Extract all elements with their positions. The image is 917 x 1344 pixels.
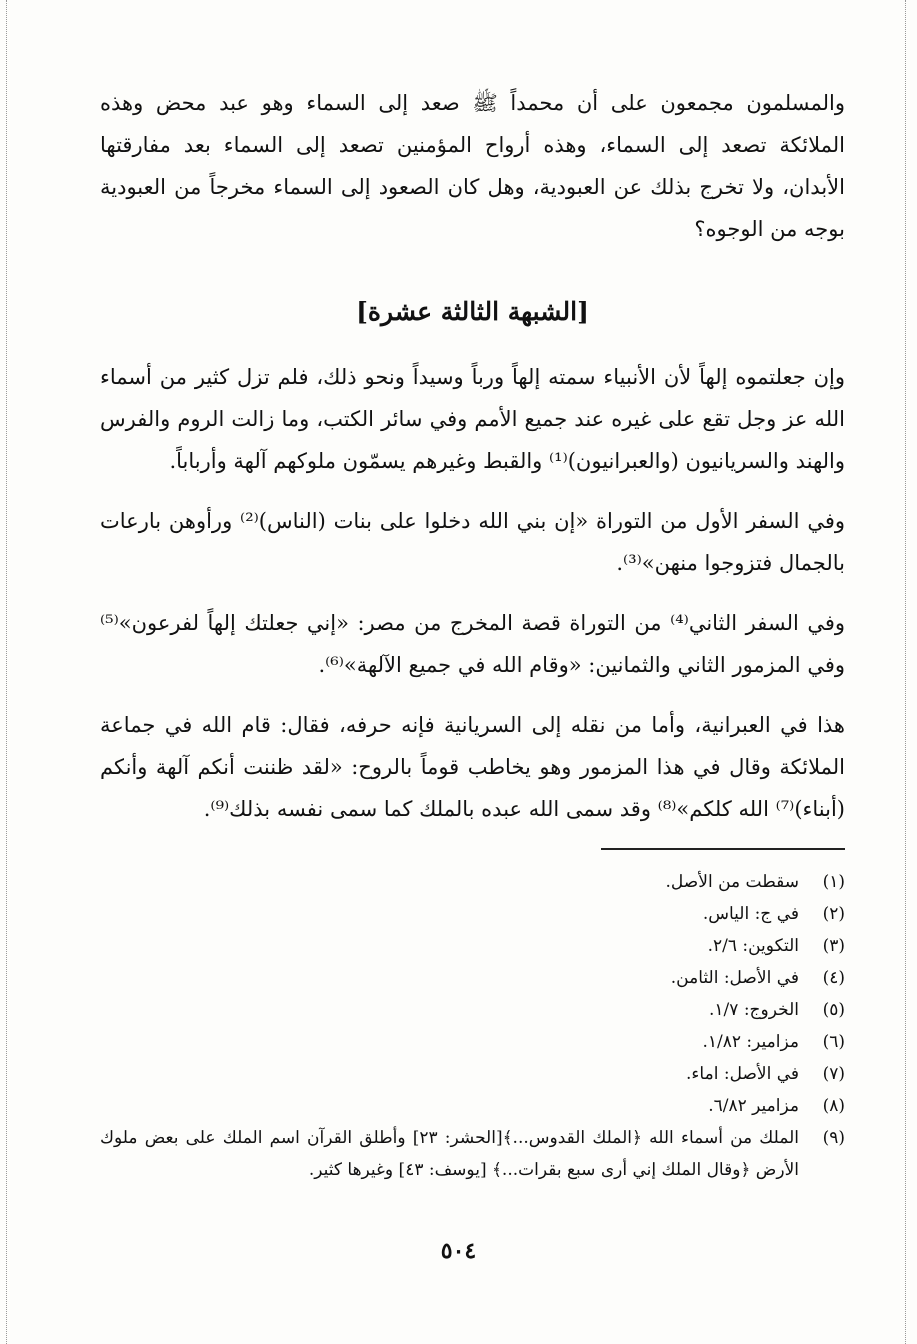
footnote-item xyxy=(100,994,845,1026)
footnote-item xyxy=(100,898,845,930)
footnote-text: التكوين: ٢/٦. xyxy=(707,936,799,956)
page-edge-left xyxy=(6,0,7,1344)
footnote-number: (٤) xyxy=(822,968,845,988)
footnotes xyxy=(100,848,845,1186)
footnote-number: (٦) xyxy=(822,1032,845,1052)
footnote-number: (٨) xyxy=(822,1096,845,1116)
footnote-item xyxy=(100,1090,845,1122)
footnote-number: (٣) xyxy=(822,936,845,956)
footnote-text: في الأصل: اماء. xyxy=(686,1064,799,1084)
footnote-number: (٩) xyxy=(822,1128,845,1148)
section-heading: [الشبهة الثالثة عشرة] xyxy=(356,297,589,326)
footnote-separator xyxy=(601,848,845,850)
footnote-text: الملك من أسماء الله ﴿الملك القدوس...﴾[الحشر: ٢٣] وأطلق القرآن اسم الملك على بعض ملوك الأرض ﴿وقال الملك إني أرى سبع بقرات...﴾ [يوسف: ٤٣] وغيرها كثير. xyxy=(100,1128,799,1180)
footnote-item xyxy=(100,1122,845,1186)
footnote-text: في ج: الياس. xyxy=(702,904,799,924)
footnote-number: (٢) xyxy=(822,904,845,924)
intro-paragraph: والمسلمون مجمعون على أن محمداً ﷺ صعد إلى السماء وهو عبد محض وهذه الملائكة تصعد إلى السماء، وهذه أرواح المؤمنين تصعد إلى السماء بعد مفارقتها الأبدان، ولا تخرج بذلك عن العبودية، وهل كان الصعود إلى السماء مخرجاً من العبودية بوجه من الوجوه؟ xyxy=(100,91,845,241)
body-paragraph: وفي السفر الأول من التوراة «إن بني الله دخلوا على بنات (الناس)⁽²⁾ ورأوهن بارعات بالجمال فتزوجوا منهن»⁽³⁾. xyxy=(100,509,845,575)
footnote-text: الخروج: ١/٧. xyxy=(709,1000,799,1020)
footnote-item xyxy=(100,1026,845,1058)
page-body xyxy=(100,82,845,848)
footnote-item xyxy=(100,962,845,994)
footnote-text: سقطت من الأصل. xyxy=(665,872,799,892)
page-edge-right xyxy=(905,0,906,1344)
footnote-number: (٧) xyxy=(822,1064,845,1084)
footnote-item xyxy=(100,1058,845,1090)
footnote-item xyxy=(100,866,845,898)
footnote-text: مزامير ٦/٨٢. xyxy=(708,1096,799,1116)
body-paragraph: وفي السفر الثاني⁽⁴⁾ من التوراة قصة المخرج من مصر: «إني جعلتك إلهاً لفرعون»⁽⁵⁾ وفي المزمور الثاني والثمانين: «وقام الله في جميع الآلهة»⁽⁶⁾. xyxy=(100,611,845,677)
footnote-number: (٥) xyxy=(822,1000,845,1020)
body-paragraph: هذا في العبرانية، وأما من نقله إلى السريانية فإنه حرفه، فقال: قام الله في جماعة الملائكة وقال في هذا المزمور وهو يخاطب قوماً بالروح: «لقد ظننت أنكم آلهة وأنكم (أبناء)⁽⁷⁾ الله كلكم»⁽⁸⁾ وقد سمى الله عبده بالملك كما سمى نفسه بذلك⁽⁹⁾. xyxy=(100,713,845,821)
footnote-item xyxy=(100,930,845,962)
footnote-text: في الأصل: الثامن. xyxy=(670,968,799,988)
footnote-text: مزامير: ١/٨٢. xyxy=(702,1032,799,1052)
footnote-number: (١) xyxy=(822,872,845,892)
page-number: ٥٠٤ xyxy=(440,1238,477,1264)
body-paragraph: وإن جعلتموه إلهاً لأن الأنبياء سمته إلهاً ورباً وسيداً ونحو ذلك، فلم تزل كثير من أسماء الله عز وجل تقع على غيره عند جميع الأمم وفي سائر الكتب، وما زالت الروم والفرس والهند والسريانيون (والعبرانيون)⁽¹⁾ والقبط وغيرهم يسمّون ملوكهم آلهة وأرباباً. xyxy=(100,365,845,473)
